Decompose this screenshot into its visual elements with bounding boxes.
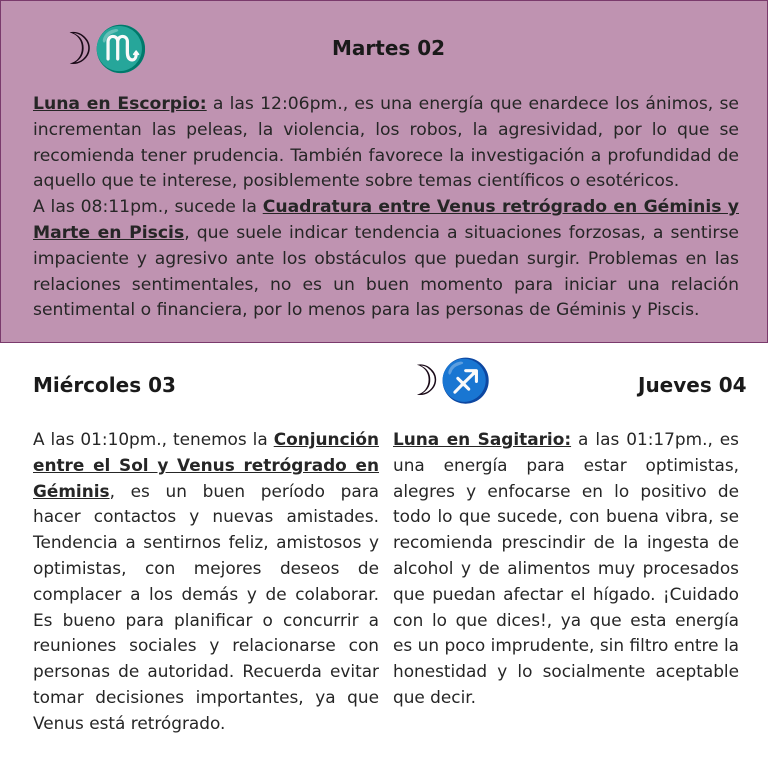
moon-sagittarius-icon: ☽♐ — [402, 356, 492, 405]
luna-sagitario-link: Luna en Sagitario: — [393, 429, 572, 449]
miercoles-body: , es un buen período para hacer contactos y nuevas amistades. Tendencia a sentirnos feliz, amistosos y optimistas, con mejores deseos de complacer a los demás y de colaborar. Es bueno para planificar o concurrir a reuniones sociales y relacionarse con personas de autoridad. Recuerda evitar tomar decisiones importantes, ya que Venus está retrógrado. — [33, 480, 379, 733]
martes-p2-pre: A las 08:11pm., sucede la — [33, 197, 263, 218]
conjuncion-link: Conjunción entre el Sol y Venus retrógrado en Géminis — [33, 429, 379, 501]
jueves-body: a las 01:17pm., es una energía para estar optimistas, alegres y enfocarse en lo positivo de todo lo que sucede, con buena vibra, se recomienda prescindir de la ingesta de alcohol y de alimentos muy procesados que puedan afectar el hígado. ¡Cuidado con lo que dices!, ya que esta energía es un poco imprudente, sin filtro entre la honestidad y lo socialmente aceptable que decir. — [393, 429, 739, 707]
moon-scorpio-icon: ☽♏ — [54, 24, 149, 75]
martes-p1-text: a las 12:06pm., es una energía que enardece los ánimos, se incrementan las peleas, la violencia, los robos, la agresividad, por lo que se recomienda tener prudencia. También favorece la investigación a profundidad de aquello que te interese, posiblemente sobre temas científicos o esotéricos. — [33, 94, 739, 192]
jueves-title: Jueves 04 — [638, 373, 747, 397]
miercoles-title: Miércoles 03 — [33, 373, 176, 397]
miercoles-pre: A las 01:10pm., tenemos la — [33, 429, 274, 449]
martes-text — [33, 92, 739, 324]
cuadratura-link: Cuadratura entre Venus retrógrado en Géminis y Marte en Piscis — [33, 197, 739, 243]
miercoles-text — [33, 427, 379, 737]
luna-escorpio-link: Luna en Escorpio: — [33, 94, 207, 114]
martes-p2-text: , que suele indicar tendencia a situaciones forzosas, a sentirse impaciente y agresivo ante los obstáculos que puedan surgir. Problemas en las relaciones sentimentales, no es un buen momento para iniciar una relación sentimental o financiera, por lo menos para las personas de Géminis y Piscis. — [33, 222, 739, 321]
jueves-text — [393, 427, 739, 711]
martes-title: Martes 02 — [332, 36, 446, 60]
